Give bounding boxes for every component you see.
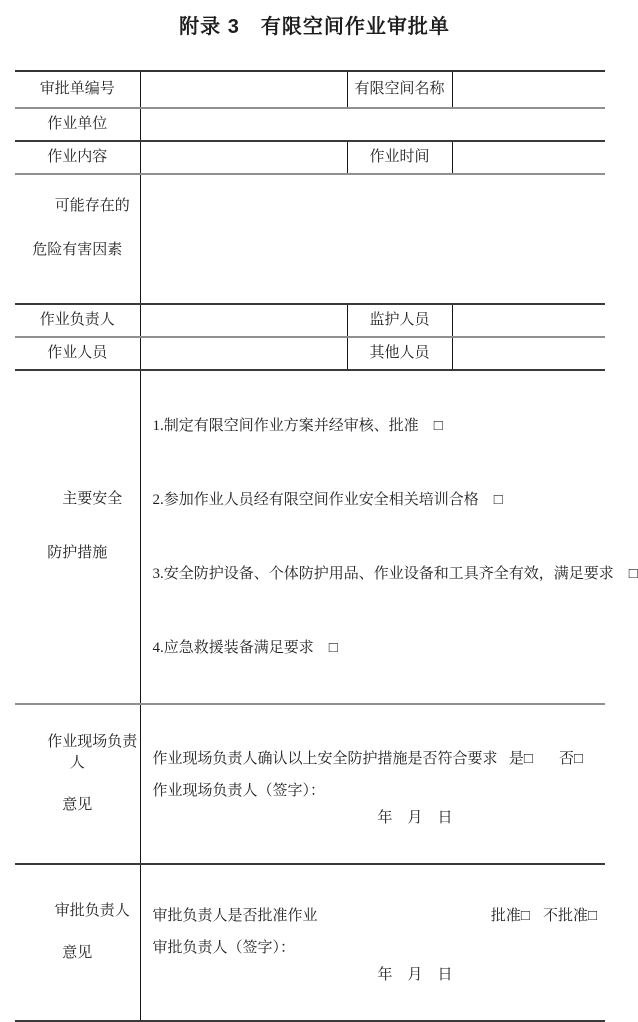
option-reject-checkbox: 不批准□ — [542, 908, 597, 924]
approver-signature-label: 审批负责人（签字）： — [152, 940, 296, 956]
field-value-hazards — [140, 174, 605, 304]
approver-opinion-cell — [140, 864, 605, 1021]
field-label-safety-measures-line1: 主要安全 — [62, 491, 123, 507]
row-site-leader-opinion — [15, 704, 605, 864]
field-label-approver-opinion — [15, 864, 140, 1021]
field-label-approver-line1: 审批负责人 — [54, 902, 130, 919]
field-label-site-leader-line2: 意见 — [62, 796, 93, 813]
field-label-safety-measures-line2: 防护措施 — [47, 545, 108, 561]
field-label-approver-line2: 意见 — [62, 944, 93, 961]
safety-measures-list — [140, 370, 638, 704]
approval-form-table — [15, 70, 638, 1022]
safety-measure-item: 4.应急救援装备满足要求 □ — [152, 640, 338, 656]
field-value-other-personnel — [452, 337, 605, 370]
row-safety-measures — [15, 370, 605, 704]
field-value-work-time — [452, 141, 605, 174]
row-work-content — [15, 141, 605, 174]
field-label-work-unit: 作业单位 — [15, 108, 140, 141]
site-date-line: 年 月 日 — [377, 810, 453, 826]
safety-measure-item: 2.参加作业人员经有限空间作业安全相关培训合格 □ — [152, 492, 503, 508]
field-label-site-leader-opinion — [15, 704, 140, 864]
field-label-hazards-line1: 可能存在的 — [54, 198, 130, 214]
option-yes-checkbox: 是□ — [508, 751, 533, 767]
field-label-guardian: 监护人员 — [347, 304, 452, 337]
site-confirm-options — [509, 749, 583, 770]
page-title: 附录 3 有限空间作业审批单 — [179, 16, 450, 38]
field-value-space-name — [452, 71, 605, 108]
row-approval-number — [15, 71, 605, 108]
field-value-work-unit — [140, 108, 605, 141]
field-label-site-leader-line1: 作业现场负责人 — [47, 733, 138, 771]
safety-measure-item: 1.制定有限空间作业方案并经审核、批准 □ — [152, 418, 443, 434]
row-hazards — [15, 174, 605, 304]
field-label-hazards-line2: 危险有害因素 — [32, 242, 123, 258]
field-label-hazards — [15, 174, 140, 304]
row-work-unit — [15, 108, 605, 141]
row-approver-opinion — [15, 864, 605, 1021]
site-confirm-question: 作业现场负责人确认以上安全防护措施是否符合要求 — [152, 751, 498, 767]
approver-options — [491, 906, 597, 927]
field-label-work-time: 作业时间 — [347, 141, 452, 174]
field-value-work-content — [140, 141, 347, 174]
site-leader-opinion-cell — [140, 704, 605, 864]
site-confirm-line — [153, 749, 606, 770]
field-value-guardian — [452, 304, 605, 337]
field-label-work-content: 作业内容 — [15, 141, 140, 174]
field-label-work-leader: 作业负责人 — [15, 304, 140, 337]
approver-question: 审批负责人是否批准作业 — [152, 908, 318, 924]
approver-decision-line — [153, 906, 606, 927]
safety-measure-item: 3.安全防护设备、个体防护用品、作业设备和工具齐全有效，满足要求 □ — [152, 566, 638, 582]
field-value-work-leader — [140, 304, 347, 337]
site-leader-signature-label: 作业现场负责人（签字）： — [152, 783, 326, 799]
approver-date-line: 年 月 日 — [377, 967, 453, 983]
field-label-safety-measures — [15, 370, 140, 704]
field-label-space-name: 有限空间名称 — [347, 71, 452, 108]
row-work-leader — [15, 304, 605, 337]
field-label-approval-number: 审批单编号 — [15, 71, 140, 108]
option-approve-checkbox: 批准□ — [490, 908, 530, 924]
field-value-approval-number — [140, 71, 347, 108]
field-value-workers — [140, 337, 347, 370]
field-label-other-personnel: 其他人员 — [347, 337, 452, 370]
option-no-checkbox: 否□ — [558, 751, 583, 767]
row-workers — [15, 337, 605, 370]
field-label-workers: 作业人员 — [15, 337, 140, 370]
